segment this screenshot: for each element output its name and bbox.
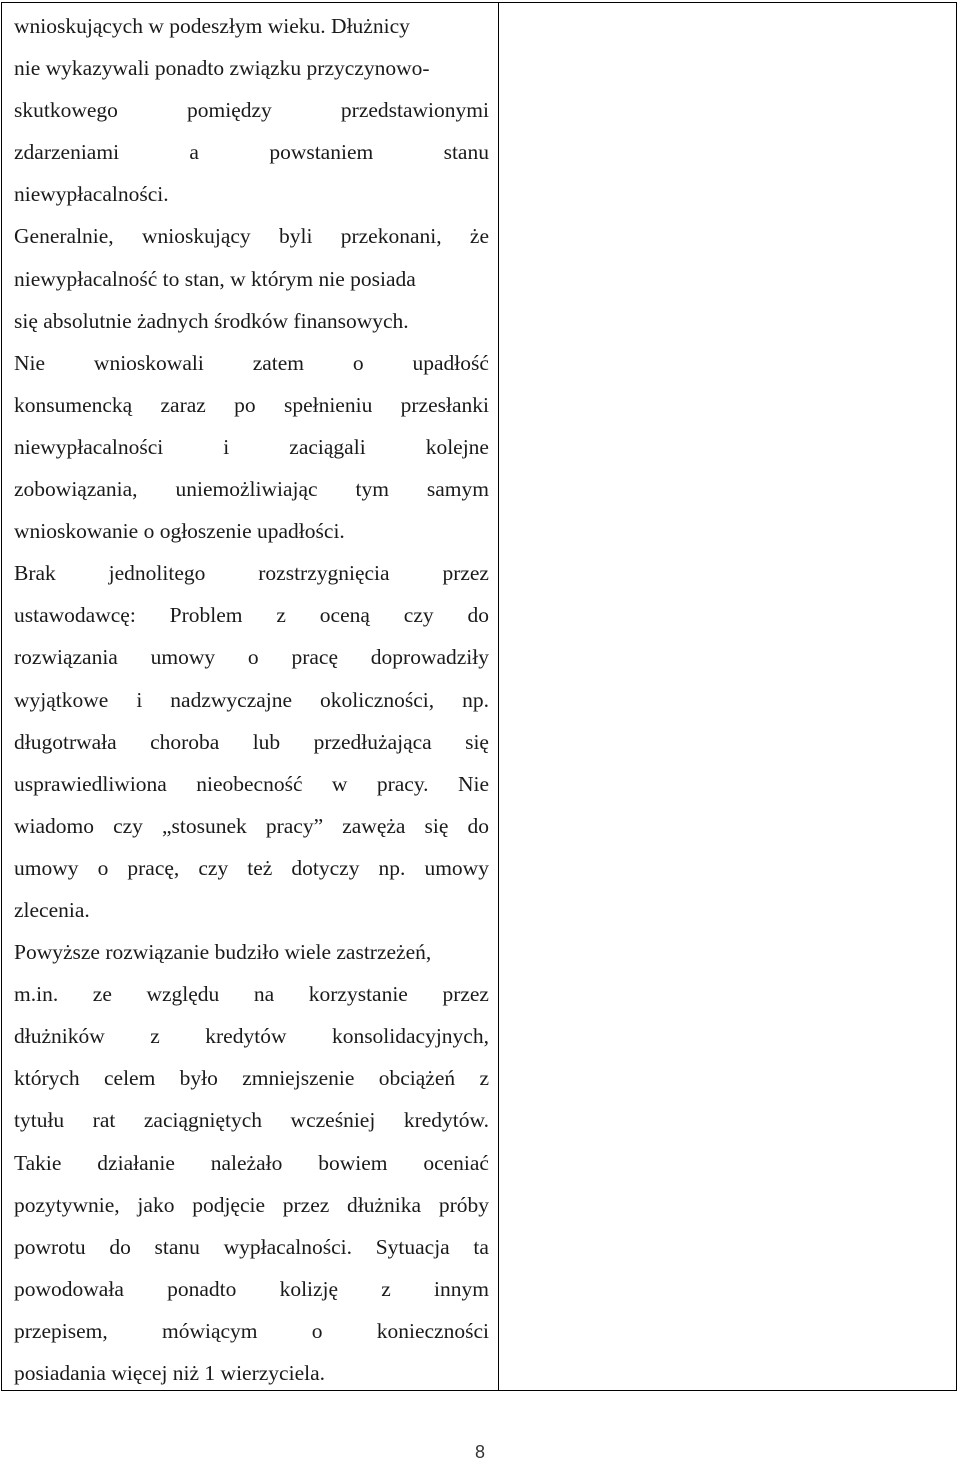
right-table-cell <box>500 3 956 1390</box>
word: wyjątkowe <box>14 687 109 712</box>
text-line <box>14 1268 489 1310</box>
word: np. <box>378 855 406 880</box>
text-line <box>14 1015 489 1057</box>
word: stanu <box>443 140 489 165</box>
word: o <box>247 645 259 670</box>
word: bowiem <box>318 1150 388 1175</box>
text-line <box>14 1226 489 1268</box>
word: konsumencką <box>14 392 133 417</box>
word: spełnieniu <box>283 392 373 417</box>
word: np. <box>462 687 489 712</box>
word: względu <box>146 982 220 1007</box>
word: stanu <box>154 1234 200 1259</box>
word: na <box>253 982 275 1007</box>
word: wcześniej <box>290 1108 376 1133</box>
word: do <box>467 603 489 628</box>
word: kolizję <box>279 1276 339 1301</box>
text-line <box>14 384 489 426</box>
word: obciążeń <box>378 1066 456 1091</box>
text-line <box>14 426 489 468</box>
word: zaraz <box>160 392 206 417</box>
word: do <box>467 813 489 838</box>
word: pozytywnie, <box>14 1192 120 1217</box>
text-line <box>14 763 489 805</box>
word: pracy” <box>265 813 324 838</box>
word: których <box>14 1066 80 1091</box>
word: z <box>276 603 286 628</box>
text-line <box>14 468 489 510</box>
word: ustawodawcę: <box>14 603 136 628</box>
word: czy <box>113 813 143 838</box>
text-line <box>14 973 489 1015</box>
word: umowy <box>150 645 216 670</box>
word: wnioskujący <box>141 224 251 249</box>
text-line: wnioskujących w podeszłym wieku. Dłużnicy <box>14 14 410 38</box>
word: pomiędzy <box>187 98 272 123</box>
word: dłużników <box>14 1024 105 1049</box>
word: i <box>223 434 230 459</box>
text-line: się absolutnie żadnych środków finansowych. <box>14 308 409 333</box>
word: w <box>331 771 348 796</box>
column-divider <box>498 3 499 1390</box>
word: o <box>311 1318 323 1343</box>
word: Takie <box>14 1150 62 1175</box>
word: Generalnie, <box>14 224 114 249</box>
text-line: wnioskowanie o ogłoszenie upadłości. <box>14 519 345 544</box>
word: kredytów. <box>403 1108 489 1133</box>
word: ze <box>92 982 112 1007</box>
word: przedłużająca <box>313 729 432 754</box>
text-line <box>14 1310 489 1352</box>
word: dłużnika <box>347 1192 422 1217</box>
word: zaciągniętych <box>143 1108 263 1133</box>
word: o <box>352 350 364 375</box>
word: celem <box>104 1066 156 1091</box>
word: o <box>97 855 109 880</box>
word: zaciągali <box>289 434 366 459</box>
text-line <box>14 594 489 636</box>
word: pracy. <box>376 771 429 796</box>
text-line <box>14 636 489 678</box>
word: umowy <box>424 855 489 880</box>
word: przez <box>442 982 489 1007</box>
word: wypłacalności. <box>223 1234 352 1259</box>
word: jednolitego <box>108 561 206 586</box>
word: przepisem, <box>14 1318 108 1343</box>
word: powrotu <box>14 1234 86 1259</box>
word: Sytuacja <box>375 1234 450 1259</box>
word: działanie <box>97 1150 175 1175</box>
text-line <box>14 1057 489 1099</box>
text-line <box>14 721 489 763</box>
text-line: Powyższe rozwiązanie budziło wiele zastrzeżeń, <box>14 940 432 965</box>
word: a <box>189 140 199 165</box>
word: nieobecność <box>196 771 303 796</box>
word: umowy <box>14 855 79 880</box>
text-line <box>14 805 489 847</box>
word: zdarzeniami <box>14 140 120 165</box>
text-line <box>14 1142 489 1184</box>
word: byli <box>278 224 313 249</box>
word: próby <box>438 1192 489 1217</box>
word: doprowadziły <box>370 645 489 670</box>
word: z <box>150 1024 160 1049</box>
word: rozstrzygnięcia <box>258 561 390 586</box>
word: innym <box>434 1276 489 1301</box>
word: skutkowego <box>14 98 118 123</box>
word: z <box>381 1276 391 1301</box>
word: m.in. <box>14 982 59 1007</box>
word: usprawiedliwiona <box>14 771 167 796</box>
page-number: 8 <box>474 1442 485 1462</box>
word: powstaniem <box>269 140 374 165</box>
word: zobowiązania, <box>14 477 138 502</box>
word: że <box>469 224 489 249</box>
word: „stosunek <box>162 813 247 838</box>
word: lub <box>252 729 281 754</box>
word: i <box>136 687 143 712</box>
word: samym <box>426 477 489 502</box>
word: kredytów <box>205 1024 287 1049</box>
word: wnioskowali <box>93 350 204 375</box>
text-line <box>14 1184 489 1226</box>
text-line <box>14 679 489 721</box>
text-line <box>14 131 489 173</box>
left-table-cell <box>14 5 489 1394</box>
word: podjęcie <box>192 1192 266 1217</box>
word: było <box>179 1066 218 1091</box>
word: wiadomo <box>14 813 95 838</box>
word: długotrwała <box>14 729 117 754</box>
word: powodowała <box>14 1276 124 1301</box>
word: okoliczności, <box>320 687 435 712</box>
word: ta <box>473 1234 489 1259</box>
word: rat <box>92 1108 116 1133</box>
word: przez <box>282 1192 330 1217</box>
word: przedstawionymi <box>340 98 489 123</box>
word: uniemożliwiając <box>175 477 318 502</box>
word: należało <box>210 1150 283 1175</box>
word: konsolidacyjnych, <box>331 1024 489 1049</box>
word: kolejne <box>425 434 489 459</box>
word: jako <box>137 1192 175 1217</box>
word: się <box>465 729 489 754</box>
word: oceną <box>319 603 370 628</box>
word: czy <box>198 855 229 880</box>
word: Nie <box>457 771 489 796</box>
word: się <box>424 813 449 838</box>
word: zawęża <box>342 813 406 838</box>
word: mówiącym <box>161 1318 258 1343</box>
word: przesłanki <box>400 392 489 417</box>
text-line <box>14 552 489 594</box>
word: po <box>234 392 256 417</box>
word: nadzwyczajne <box>170 687 293 712</box>
word: choroba <box>150 729 220 754</box>
word: oceniać <box>423 1150 489 1175</box>
word: czy <box>403 603 434 628</box>
word: ponadto <box>167 1276 237 1301</box>
word: tytułu <box>14 1108 65 1133</box>
word: też <box>247 855 273 880</box>
text-line: niewypłacalność to stan, w którym nie posiada <box>14 266 416 291</box>
word: z <box>479 1066 489 1091</box>
text-line <box>14 215 489 257</box>
word: tym <box>355 477 389 502</box>
text-line <box>14 1099 489 1141</box>
word: pracę, <box>127 855 180 880</box>
word: upadłość <box>412 350 489 375</box>
word: niewypłacalności <box>14 434 164 459</box>
word: Brak <box>14 561 56 586</box>
word: rozwiązania <box>14 645 118 670</box>
word: do <box>109 1234 131 1259</box>
word: przekonani, <box>340 224 442 249</box>
word: pracę <box>291 645 338 670</box>
text-line <box>14 89 489 131</box>
word: Problem <box>169 603 243 628</box>
table-frame <box>1 2 957 1391</box>
text-line: niewypłacalności. <box>14 182 169 207</box>
word: przez <box>442 561 489 586</box>
text-line <box>14 342 489 384</box>
text-line <box>14 847 489 889</box>
text-line: nie wykazywali ponadto związku przyczynowo- <box>14 56 430 81</box>
word: dotyczy <box>291 855 360 880</box>
word: zmniejszenie <box>242 1066 355 1091</box>
word: korzystanie <box>308 982 408 1007</box>
text-line: posiadania więcej niż 1 wierzyciela. <box>14 1361 326 1385</box>
word: Nie <box>14 350 46 375</box>
word: zatem <box>252 350 305 375</box>
word: konieczności <box>376 1318 489 1343</box>
text-line: zlecenia. <box>14 897 90 922</box>
